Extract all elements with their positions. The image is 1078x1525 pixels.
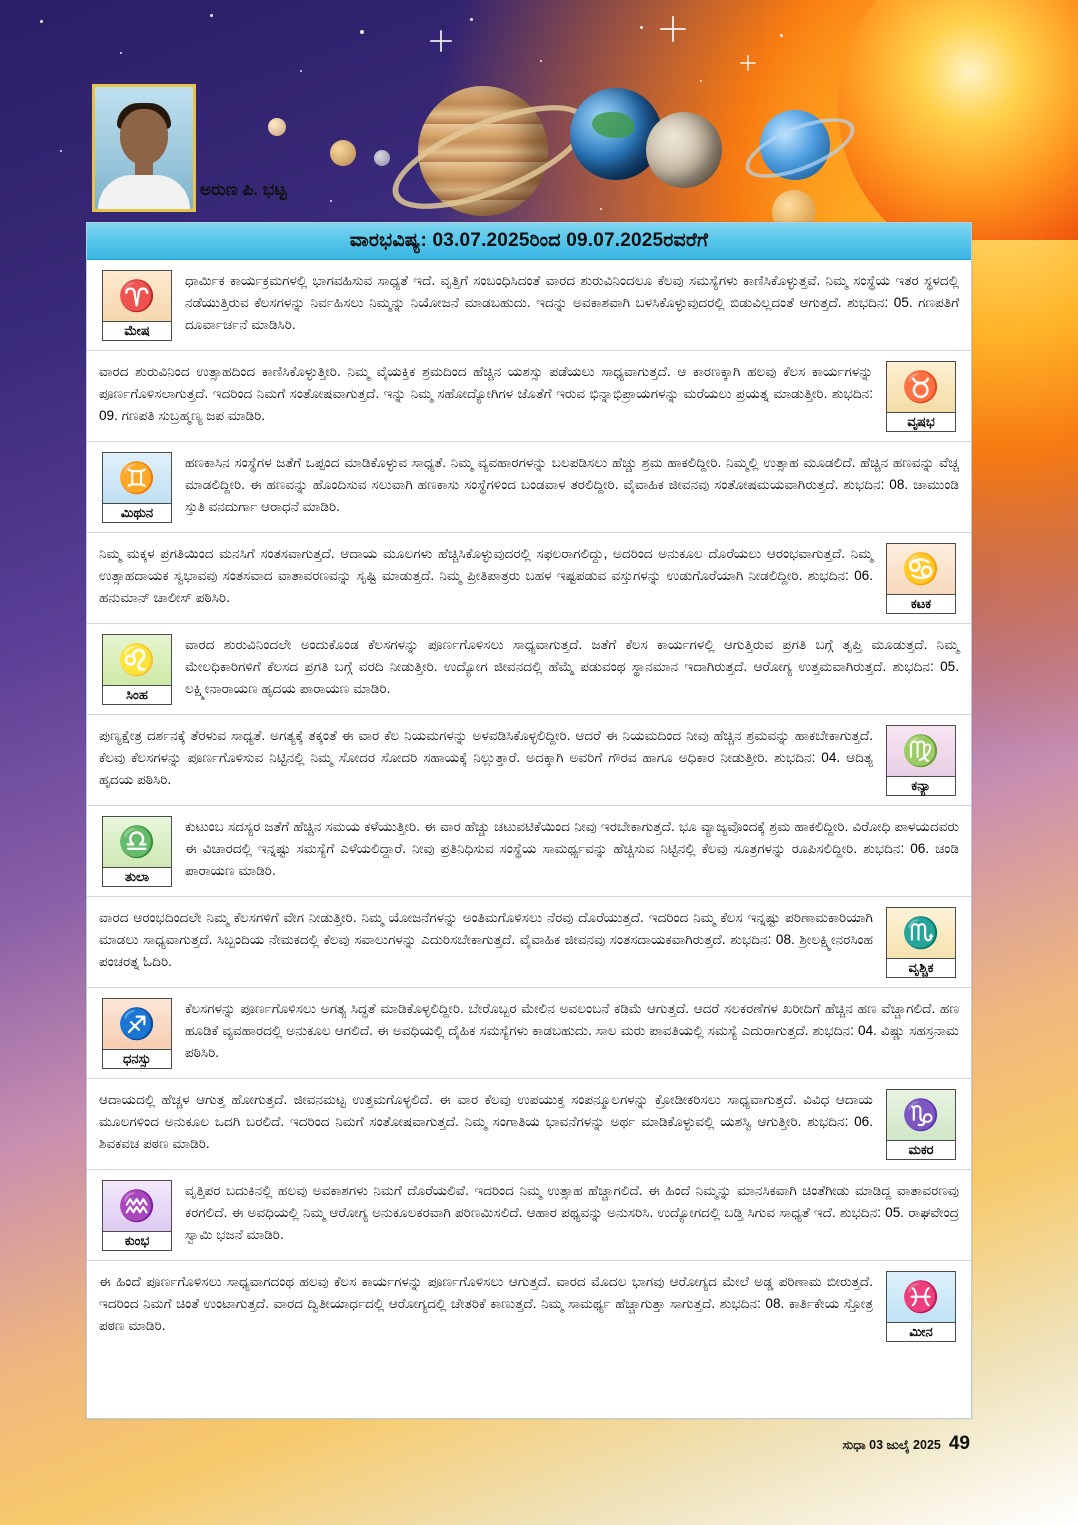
sign-label-makara: ಮಕರ — [886, 1141, 956, 1160]
sign-label-tula: ತುಲಾ — [102, 868, 172, 887]
planet-small-c — [374, 150, 390, 166]
sign-text-dhanassu: ಕೆಲಸಗಳನ್ನು ಪೂರ್ಣಗೊಳಿಸಲು ಅಗತ್ಯ ಸಿದ್ಧತೆ ಮಾಡಿಕೊಳ್ಳಲಿದ್ದೀರಿ. ಬೇರೊಬ್ಬರ ಮೇಲಿನ ಅವಲಂಬನೆ ಕಡಿಮೆ ಆಗುತ್ತದೆ. ಆದರೆ ಸಲಕರಣೆಗಳ ಖರೀದಿಗೆ ಹೆಚ್ಚಿನ ಹಣ ವೆಚ್ಚಾಗಲಿದೆ. ಹಣ ಹೂಡಿಕೆ ವ್ಯವಹಾರದಲ್ಲಿ ಅನುಕೂಲ ಆಗಲಿದೆ. ಈ ಅವಧಿಯಲ್ಲಿ ದೈಹಿಕ ಸಮಸ್ಯೆಗಳು ಕಾಡಬಹುದು. ಸಾಲ ಮರು ಪಾವತಿಯಲ್ಲಿ ಸಮಸ್ಯೆ ಎದುರಾಗುತ್ತದೆ. ಶುಭದಿನ: 04. ವಿಷ್ಣು ಸಹಸ್ರನಾಮ ಪಠಿಸಿರಿ. — [185, 1001, 959, 1061]
author-face — [120, 109, 168, 165]
avatar — [95, 87, 193, 209]
capricorn-glyph: ♑ — [902, 1098, 940, 1132]
sign-text-mithuna: ಹಣಕಾಸಿನ ಸಂಸ್ಥೆಗಳ ಜತೆಗೆ ಒಪ್ಪಂದ ಮಾಡಿಕೊಳ್ಳುವ ಸಾಧ್ಯತೆ. ನಿಮ್ಮ ವ್ಯವಹಾರಗಳನ್ನು ಬಲಪಡಿಸಲು ಹೆಚ್ಚು ಶ್ರಮ ಹಾಕಲಿದ್ದೀರಿ. ನಿಮ್ಮಲ್ಲಿ ಉತ್ಸಾಹ ಮೂಡಲಿದೆ. ಹೆಚ್ಚಿನ ಹಣವನ್ನು ವೆಚ್ಚ ಮಾಡಲಿದ್ದೀರಿ. ಈ ಹಣವನ್ನು ಹೊಂದಿಸುವ ಸಲುವಾಗಿ ಹಣಕಾಸು ಸಂಸ್ಥೆಗಳಿಂದ ಬಂಡವಾಳ ತರಲಿದ್ದೀರಿ. ವೈವಾಹಿಕ ಜೀವನವು ಸಂತೋಷಮಯವಾಗಿರುತ್ತದೆ. ಶುಭದಿನ: 08. ಚಾಮುಂಡಿ ಸ್ತುತಿ ವನದುರ್ಗಾ ಆರಾಧನೆ ಮಾಡಿರಿ. — [185, 455, 959, 515]
sign-text-tula: ಕುಟುಂಬ ಸದಸ್ಯರ ಜತೆಗೆ ಹೆಚ್ಚಿನ ಸಮಯ ಕಳೆಯುತ್ತೀರಿ. ಈ ವಾರ ಹೆಚ್ಚು ಚಟುವಟಿಕೆಯಿಂದ ನೀವು ಇರಬೇಕಾಗುತ್ತದೆ. ಭೂ ವ್ಯಾಜ್ಯವೊಂದಕ್ಕೆ ಶ್ರಮ ಹಾಕಲಿದ್ದೀರಿ. ವಿರೋಧಿ ಪಾಳಯದವರು ಈ ವಿಚಾರದಲ್ಲಿ ಇನ್ನಷ್ಟು ಸಮಸ್ಯೆಗೆ ಎಳೆಯಲಿದ್ದಾರೆ. ನೀವು ಪ್ರತಿನಿಧಿಸುವ ಸಂಸ್ಥೆಯ ಸಾಮರ್ಥ್ಯವನ್ನು ಹೆಚ್ಚಿಸುವ ನಿಟ್ಟಿನಲ್ಲಿ ಕೆಲವು ಸೂತ್ರಗಳನ್ನು ರೂಪಿಸಲಿದ್ದೀರಿ. ಶುಭದಿನ: 06. ಚಂಡಿ ಪಾರಾಯಣ ಮಾಡಿರಿ. — [185, 819, 959, 879]
sign-block-tula — [99, 816, 175, 887]
author-neck — [135, 159, 153, 175]
sign-block-kumbha — [99, 1180, 175, 1251]
horoscope-title-bar — [87, 223, 971, 260]
author-name: ಅರುಣ ಪಿ. ಭಟ್ಟ — [200, 180, 287, 199]
sign-label-vrishabha: ವೃಷಭ — [886, 413, 956, 432]
table-row — [87, 442, 971, 533]
author-shirt — [98, 175, 190, 209]
page-title: ವಾರಭವಿಷ್ಯ: 03.07.2025ರಿಂದ 09.07.2025ರವರೆಗೆ — [349, 230, 709, 251]
virgo-maiden-icon — [886, 725, 956, 777]
sign-text-mesha: ಧಾರ್ಮಿಕ ಕಾರ್ಯಕ್ರಮಗಳಲ್ಲಿ ಭಾಗವಹಿಸುವ ಸಾಧ್ಯತೆ ಇದೆ. ವೃತ್ತಿಗೆ ಸಂಬಂಧಿಸಿದಂತೆ ವಾರದ ಶುರುವಿನಿಂದಲೂ ಕೆಲವು ಸಮಸ್ಯೆಗಳು ಕಾಣಿಸಿಕೊಳ್ಳುತ್ತವೆ. ನಿಮ್ಮ ಸಂಸ್ಥೆಯ ಇತರ ಸ್ಥಳದಲ್ಲಿ ನಡೆಯುತ್ತಿರುವ ಕೆಲಸಗಳನ್ನು ನಿರ್ವಹಿಸಲು ನಿಮ್ಮನ್ನು ನಿಯೋಜನೆ ಮಾಡಬಹುದು. ಇದನ್ನು ಅವಕಾಶವಾಗಿ ಬಳಸಿಕೊಳ್ಳುವುದರಲ್ಲಿ ಬಿಡುವಿಲ್ಲದಂತೆ ಆಗುತ್ತದೆ. ಶುಭದಿನ: 05. ಗಣಪತಿಗೆ ದೂರ್ವಾರ್ಚನೆ ಮಾಡಿಸಿರಿ. — [185, 273, 959, 333]
scorpio-glyph: ♏ — [902, 916, 940, 950]
sign-label-dhanassu: ಧನಸ್ಸು — [102, 1050, 172, 1069]
taurus-bull-icon — [886, 361, 956, 413]
sagittarius-glyph: ♐ — [118, 1007, 156, 1041]
sign-text-kanya: ಪುಣ್ಯಕ್ಷೇತ್ರ ದರ್ಶನಕ್ಕೆ ತೆರಳುವ ಸಾಧ್ಯತೆ. ಅಗತ್ಯಕ್ಕೆ ತಕ್ಕಂತೆ ಈ ವಾರ ಕೆಲ ನಿಯಮಗಳನ್ನು ಅಳವಡಿಸಿಕೊಳ್ಳಲಿದ್ದೀರಿ. ಆದರೆ ಈ ನಿಯಮದಿಂದ ನೀವು ಹೆಚ್ಚಿನ ಶ್ರಮವನ್ನು ಹಾಕಬೇಕಾಗುತ್ತದೆ. ಕೆಲವು ಕೆಲಸಗಳನ್ನು ಪೂರ್ಣಗೊಳಿಸುವ ನಿಟ್ಟಿನಲ್ಲಿ ನಿಮ್ಮ ಸೋದರ ಸೋದರಿ ಸಹಾಯಕ್ಕೆ ನಿಲ್ಲುತ್ತಾರೆ. ಅದಕ್ಕಾಗಿ ಅವರಿಗೆ ಗೌರವ ಹಾಗೂ ಅಧಿಕಾರ ನೀಡುತ್ತೀರಿ. ಶುಭದಿನ: 04. ಆದಿತ್ಯ ಹೃದಯ ಪಠಿಸಿರಿ. — [99, 728, 873, 788]
sagittarius-archer-icon — [102, 998, 172, 1050]
pisces-glyph: ♓ — [902, 1280, 940, 1314]
libra-glyph: ♎ — [118, 825, 156, 859]
planet-moon — [646, 112, 722, 188]
leo-glyph: ♌ — [118, 643, 156, 677]
sign-label-kumbha: ಕುಂಭ — [102, 1232, 172, 1251]
magazine-issue: ಸುಧಾ 03 ಜುಲೈ 2025 — [842, 1438, 941, 1452]
sign-text-meena: ಈ ಹಿಂದೆ ಪೂರ್ಣಗೊಳಿಸಲು ಸಾಧ್ಯವಾಗದಂಥ ಹಲವು ಕೆಲಸ ಕಾರ್ಯಗಳನ್ನು ಪೂರ್ಣಗೊಳಿಸಲು ಆಗುತ್ತದೆ. ವಾರದ ಮೊದಲ ಭಾಗವು ಆರೋಗ್ಯದ ಮೇಲೆ ಅಡ್ಡ ಪರಿಣಾಮ ಬೀರುತ್ತದೆ. ಇದರಿಂದ ನಿಮಗೆ ಚಿಂತೆ ಉಂಟಾಗುತ್ತದೆ. ವಾರದ ದ್ವಿತೀಯಾರ್ಧದಲ್ಲಿ ಆರೋಗ್ಯದಲ್ಲಿ ಚೇತರಿಕೆ ಕಾಣುತ್ತದೆ. ನಿಮ್ಮ ಸಾಮರ್ಥ್ಯ ಹೆಚ್ಚಾಗುತ್ತಾ ಸಾಗುತ್ತದೆ. ಶುಭದಿನ: 08. ಕಾರ್ತಿಕೇಯ ಸ್ತೋತ್ರ ಪಠಣ ಮಾಡಿರಿ. — [99, 1274, 873, 1334]
table-row — [87, 806, 971, 897]
virgo-glyph: ♍ — [902, 734, 940, 768]
sign-block-kanya — [883, 725, 959, 796]
sign-block-simha — [99, 634, 175, 705]
table-row — [87, 897, 971, 988]
taurus-glyph: ♉ — [902, 370, 940, 404]
pisces-fishes-icon — [886, 1271, 956, 1323]
aquarius-glyph: ♒ — [118, 1189, 156, 1223]
sign-block-vrishabha — [883, 361, 959, 432]
sign-label-kataka: ಕಟಕ — [886, 595, 956, 614]
table-row — [87, 1079, 971, 1170]
table-row — [87, 533, 971, 624]
page-number: 49 — [948, 1433, 970, 1454]
table-row — [87, 260, 971, 351]
aquarius-waterbearer-icon — [102, 1180, 172, 1232]
horoscope-list — [87, 260, 971, 1355]
table-row — [87, 624, 971, 715]
sign-label-meena: ಮೀನ — [886, 1323, 956, 1342]
planet-small-b — [330, 140, 356, 166]
table-row — [87, 351, 971, 442]
horoscope-panel — [86, 222, 972, 1419]
sign-block-vrishchika — [883, 907, 959, 978]
sign-block-meena — [883, 1271, 959, 1342]
scorpio-scorpion-icon — [886, 907, 956, 959]
aries-ram-icon — [102, 270, 172, 322]
sign-text-kataka: ನಿಮ್ಮ ಮಕ್ಕಳ ಪ್ರಗತಿಯಿಂದ ಮನಸಿಗೆ ಸಂತಸವಾಗುತ್ತದೆ. ಆದಾಯ ಮೂಲಗಳು ಹೆಚ್ಚಿಸಿಕೊಳ್ಳುವುದರಲ್ಲಿ ಸಫಲರಾಗಲಿದ್ದು, ಅದರಿಂದ ಅನುಕೂಲ ದೊರೆಯಲು ಆರಂಭವಾಗುತ್ತದೆ. ನಿಮ್ಮ ಉತ್ಸಾಹದಾಯಕ ಸ್ವಭಾವವು ಸಂತಸವಾದ ವಾತಾವರಣವನ್ನು ಸೃಷ್ಟಿ ಮಾಡುತ್ತದೆ. ನಿಮ್ಮ ಪ್ರೀತಿಪಾತ್ರರು ಬಹಳ ಇಷ್ಟಪಡುವ ವಸ್ತುಗಳನ್ನು ಉಡುಗೊರೆಯಾಗಿ ನೀಡಲಿದ್ದೀರಿ. ಶುಭದಿನ: 06. ಹನುಮಾನ್ ಚಾಲೀಸ್ ಪಠಿಸಿರಿ. — [99, 546, 873, 606]
sign-text-makara: ಆದಾಯದಲ್ಲಿ ಹೆಚ್ಚಳ ಆಗುತ್ತ ಹೋಗುತ್ತದೆ. ಜೀವನಮಟ್ಟ ಉತ್ತಮಗೊಳ್ಳಲಿದೆ. ಈ ವಾರ ಕೆಲವು ಉಪಯುಕ್ತ ಸಂಪನ್ಮೂಲಗಳನ್ನು ಕ್ರೋಡೀಕರಿಸಲು ಸಾಧ್ಯವಾಗುತ್ತದೆ. ವಿವಿಧ ಆದಾಯ ಮೂಲಗಳಿಂದ ಅನುಕೂಲ ಒದಗಿ ಬರಲಿದೆ. ಇದರಿಂದ ನಿಮಗೆ ಸಂತೋಷವಾಗುತ್ತದೆ. ನಿಮ್ಮ ಸಂಗಾತಿಯ ಭಾವನೆಗಳನ್ನು ಅರ್ಥ ಮಾಡಿಕೊಳ್ಳುವಲ್ಲಿ ಯಶಸ್ವಿ ಆಗುತ್ತೀರಿ. ಶುಭದಿನ: 06. ಶಿವಕವಚ ಪಠಣ ಮಾಡಿರಿ. — [99, 1092, 873, 1152]
sign-block-mithuna — [99, 452, 175, 523]
sign-label-mithuna: ಮಿಥುನ — [102, 504, 172, 523]
sign-block-kataka — [883, 543, 959, 614]
sign-label-kanya: ಕನ್ಯಾ — [886, 777, 956, 796]
capricorn-crocodile-icon — [886, 1089, 956, 1141]
sun-graphic — [838, 0, 1078, 240]
author-photo-frame — [92, 84, 196, 212]
libra-scales-icon — [102, 816, 172, 868]
gemini-glyph: ♊ — [118, 461, 156, 495]
sign-block-makara — [883, 1089, 959, 1160]
table-row — [87, 1261, 971, 1351]
sign-text-kumbha: ವೃತ್ತಿಪರ ಬದುಕಿನಲ್ಲಿ ಹಲವು ಅವಕಾಶಗಳು ನಿಮಗೆ ದೊರೆಯಲಿವೆ. ಇದರಿಂದ ನಿಮ್ಮ ಉತ್ಸಾಹ ಹೆಚ್ಚಾಗಲಿದೆ. ಈ ಹಿಂದೆ ನಿಮ್ಮನ್ನು ಮಾನಸಿಕವಾಗಿ ಚಿಂತೆಗೀಡು ಮಾಡಿದ್ದ ವಾತಾವರಣವು ಕರಗಲಿದೆ. ಈ ಅವಧಿಯಲ್ಲಿ ನಿಮ್ಮ ಆರೋಗ್ಯ ಅನುಕೂಲಕರವಾಗಿ ಪರಿಣಮಿಸಲಿದೆ. ಆಹಾರ ಪಥ್ಯವನ್ನು ಅನುಸರಿಸಿ. ಉದ್ಯೋಗದಲ್ಲಿ ಬಡ್ತಿ ಸಿಗುವ ಸಾಧ್ಯತೆ ಇದೆ. ಶುಭದಿನ: 05. ರಾಘವೇಂದ್ರ ಸ್ವಾಮಿ ಭಜನೆ ಮಾಡಿರಿ. — [185, 1183, 959, 1243]
gemini-twins-icon — [102, 452, 172, 504]
aries-glyph: ♈ — [118, 279, 156, 313]
sign-text-simha: ವಾರದ ಶುರುವಿನಿಂದಲೇ ಅಂದುಕೊಂಡ ಕೆಲಸಗಳನ್ನು ಪೂರ್ಣಗೊಳಿಸಲು ಸಾಧ್ಯವಾಗುತ್ತದೆ. ಜತೆಗೆ ಕೆಲಸ ಕಾರ್ಯಗಳಲ್ಲಿ ಆಗುತ್ತಿರುವ ಪ್ರಗತಿ ಬಗ್ಗೆ ತೃಪ್ತಿ ಮೂಡುತ್ತದೆ. ನಿಮ್ಮ ಮೇಲಧಿಕಾರಿಗಳಿಗೆ ಕೆಲಸದ ಪ್ರಗತಿ ಬಗ್ಗೆ ವರದಿ ನೀಡುತ್ತೀರಿ. ಉದ್ಯೋಗ ಜೀವನದಲ್ಲಿ ಹೆಮ್ಮೆ ಪಡುವಂಥ ಸ್ಥಾನಮಾನ ಇದಾಗಿರುತ್ತದೆ. ಆರೋಗ್ಯ ಉತ್ತಮವಾಗಿರುತ್ತದೆ. ಶುಭದಿನ: 05. ಲಕ್ಷ್ಮೀನಾರಾಯಣ ಹೃದಯ ಪಾರಾಯಣ ಮಾಡಿರಿ. — [185, 637, 959, 697]
sign-block-dhanassu — [99, 998, 175, 1069]
table-row — [87, 988, 971, 1079]
planet-small-a — [268, 118, 286, 136]
leo-lion-icon — [102, 634, 172, 686]
page-footer — [843, 1433, 970, 1455]
sign-text-vrishchika: ವಾರದ ಆರಂಭದಿಂದಲೇ ನಿಮ್ಮ ಕೆಲಸಗಳಿಗೆ ವೇಗ ನೀಡುತ್ತೀರಿ. ನಿಮ್ಮ ಯೋಜನೆಗಳನ್ನು ಅಂತಿಮಗೊಳಿಸಲು ನೆರವು ದೊರೆಯುತ್ತದೆ. ಇದರಿಂದ ನಿಮ್ಮ ಕೆಲಸ ಇನ್ನಷ್ಟು ಪರಿಣಾಮಕಾರಿಯಾಗಿ ಮಾಡಲು ಸಾಧ್ಯವಾಗುತ್ತದೆ. ಸಿಬ್ಬಂದಿಯ ನೇಮಕದಲ್ಲಿ ಕೆಲವು ಸವಾಲುಗಳನ್ನು ಎದುರಿಸಬೇಕಾಗುತ್ತದೆ. ವೈವಾಹಿಕ ಜೀವನವು ಸಂತಸದಾಯಕವಾಗಿರುತ್ತದೆ. ಶುಭದಿನ: 08. ಶ್ರೀಲಕ್ಷ್ಮೀನರಸಿಂಹ ಪಂಚರತ್ನ ಓದಿರಿ. — [99, 910, 873, 970]
sign-label-simha: ಸಿಂಹ — [102, 686, 172, 705]
sign-block-mesha — [99, 270, 175, 341]
sign-label-mesha: ಮೇಷ — [102, 322, 172, 341]
sign-text-vrishabha: ವಾರದ ಶುರುವಿನಿಂದ ಉತ್ಸಾಹದಿಂದ ಕಾಣಿಸಿಕೊಳ್ಳುತ್ತೀರಿ. ನಿಮ್ಮ ವೈಯಕ್ತಿಕ ಶ್ರಮದಿಂದ ಹೆಚ್ಚಿನ ಯಶಸ್ಸು ಪಡೆಯಲು ಸಾಧ್ಯವಾಗುತ್ತದೆ. ಆ ಕಾರಣಕ್ಕಾಗಿ ಹಲವು ಕೆಲಸ ಕಾರ್ಯಗಳನ್ನು ಪೂರ್ಣಗೊಳಿಸಲಾಗುತ್ತದೆ. ಇದರಿಂದ ನಿಮಗೆ ಸಂತೋಷವಾಗುತ್ತದೆ. ಇನ್ನು ನಿಮ್ಮ ಸಹೋದ್ಯೋಗಿಗಳ ಜೊತೆಗೆ ಇರುವ ಭಿನ್ನಾಭಿಪ್ರಾಯಗಳನ್ನು ಮರೆಯಲು ಪ್ರಯತ್ನ ಮಾಡುತ್ತೀರಿ. ಶುಭದಿನ: 09. ಗಣಪತಿ ಸುಬ್ರಹ್ಮಣ್ಯ ಜಪ ಮಾಡಿರಿ. — [99, 364, 873, 424]
table-row — [87, 715, 971, 806]
sign-label-vrishchika: ವೃಶ್ಚಿಕ — [886, 959, 956, 978]
table-row — [87, 1170, 971, 1261]
cancer-crab-icon — [886, 543, 956, 595]
cancer-glyph: ♋ — [902, 552, 940, 586]
